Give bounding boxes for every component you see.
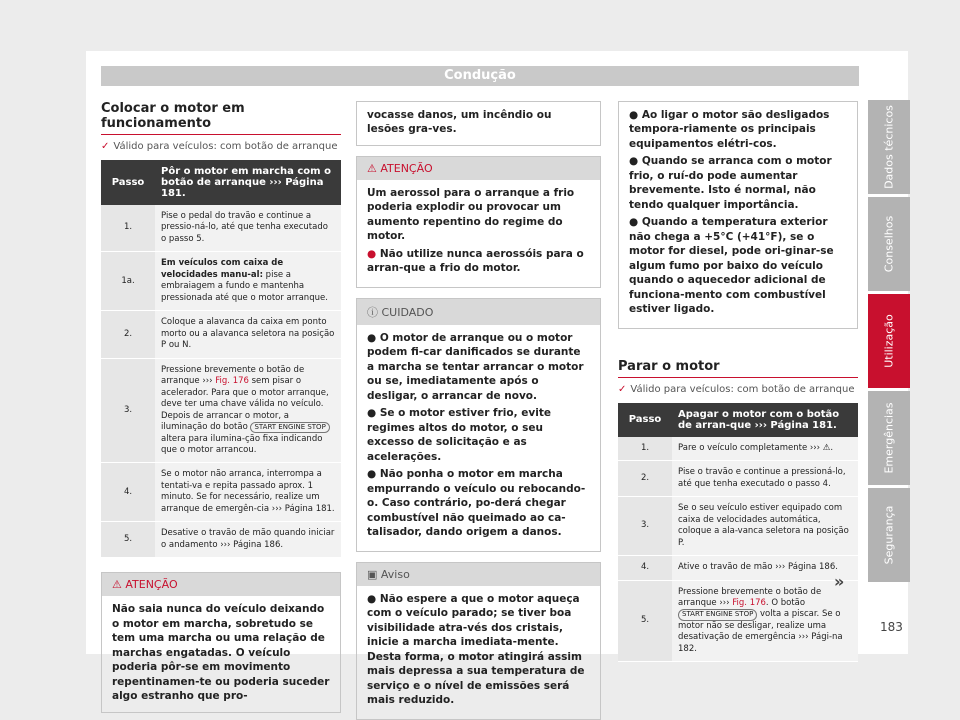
col-header-action: Apagar o motor com o botão de arran-que ››› Página 181. xyxy=(672,403,858,437)
left-column xyxy=(101,101,341,713)
right-column xyxy=(618,101,858,662)
table-row: 1. Pise o pedal do travão e continue a pressio-ná-lo, até que tenha executado o passo 5. xyxy=(101,205,341,252)
steps-table xyxy=(618,403,858,663)
page-number: 183 xyxy=(880,620,903,634)
warning-box: ⚠ ATENÇÃO Um aerossol para o arranque a frio poderia explodir ou provocar um aumento repentino do regime do motor. ● Não utilize nunca aerossóis para o arran-que a frio do motor. xyxy=(356,156,601,288)
table-row: 1. Pare o veículo completamente ››› ⚠. xyxy=(618,437,858,461)
section-title: Colocar o motor em funcionamento xyxy=(101,101,341,135)
figure-link[interactable]: Fig. 176 xyxy=(732,598,766,608)
continue-icon: » xyxy=(834,572,845,591)
warning-box: ⚠ ATENÇÃO Não saia nunca do veículo deixando o motor em marcha, sobretudo se tem uma marcha ou uma relação de marchas engatadas. O veículo poderia pôr-se em movimento repentinamen-te ou poderia suceder algo estranho que pro- xyxy=(101,572,341,712)
info-circle-icon: ⓘ xyxy=(367,305,382,319)
col-header-passo: Passo xyxy=(618,403,672,437)
validity-note: ✓ Válido para veículos: com botão de arranque xyxy=(618,383,855,395)
table-row: 5. Pressione brevemente o botão de arranque ››› Fig. 176. O botão START ENGINE STOP volta a piscar. Se o motor não se desligar, realize uma desativação de emergência ››› Pági-na 182. xyxy=(618,580,858,662)
tab-utilizacao[interactable]: Utilização xyxy=(868,294,910,388)
table-row: 5. Desative o travão de mão quando iniciar o andamento ››› Página 186. xyxy=(101,522,341,558)
check-icon: ✓ xyxy=(101,141,110,152)
steps-table xyxy=(101,160,341,558)
start-engine-stop-chip: START ENGINE STOP xyxy=(250,422,329,433)
col-header-action: Pôr o motor em marcha com o botão de arranque ››› Página 181. xyxy=(155,160,341,205)
middle-column xyxy=(356,101,601,720)
col-header-passo: Passo xyxy=(101,160,155,205)
warning-triangle-icon: ⚠ xyxy=(367,161,381,175)
tab-conselhos[interactable]: Conselhos xyxy=(868,197,910,291)
table-row: 2. Pise o travão e continue a pressioná-lo, até que tenha executado o passo 4. xyxy=(618,461,858,497)
warning-continued-box: vocasse danos, um incêndio ou lesões gra-ves. xyxy=(356,101,601,146)
start-engine-stop-chip: START ENGINE STOP xyxy=(678,609,757,620)
note-icon: ▣ xyxy=(367,567,381,581)
chapter-header: Condução xyxy=(101,66,859,86)
validity-note: ✓ Válido para veículos: com botão de arranque xyxy=(101,141,338,152)
figure-link[interactable]: Fig. 176 xyxy=(215,376,249,387)
tab-dados-tecnicos[interactable]: Dados técnicos xyxy=(868,100,910,194)
bullet-icon: ● xyxy=(367,247,380,260)
section-title: Parar o motor xyxy=(618,359,858,378)
notice-continued-box: ● Ao ligar o motor são desligados tempora-riamente os principais equipamentos elétri-cos. ● Quando se arranca com o motor frio, o ruí-do pode aumentar brevemente. Isto é normal, não tendo qualquer importância. ● Quando a temperatura exterior não chega a +5°C (+41°F), se o motor for diesel, pode ori-ginar-se algum fumo por baixo do veículo quando o aquecedor adicional de funciona-mento com combustível estiver ligado. xyxy=(618,101,858,329)
table-row: 4. Se o motor não arranca, interrompa a tentati-va e repita passado aprox. 1 minuto. Se for necessário, realize um arranque de emergên-cia ››› Página 181. xyxy=(101,463,341,522)
tab-emergencias[interactable]: Emergências xyxy=(868,391,910,485)
table-row: 4. Ative o travão de mão ››› Página 186. xyxy=(618,556,858,580)
table-row: 3. Pressione brevemente o botão de arranque ››› Fig. 176 sem pisar o acelerador. Para que o motor arranque, deve ter uma chave válida no veículo. Depois de arrancar o motor, a iluminação do botão START ENGINE STOP altera para ilumina-ção fixa indicando que o motor arrancou. xyxy=(101,358,341,463)
notice-box: ▣ Aviso ● Não espere a que o motor aqueça com o veículo parado; se tiver boa visibilidade atra-vés dos cristais, inicie a marcha imediata-mente. Desta forma, o motor atingirá assim mais depressa a sua temperatura de serviço e o nível de emissões será mais reduzido. xyxy=(356,562,601,720)
table-row: 1a. Em veículos com caixa de velocidades manu-al: pise a embraiagem a fundo e mantenha pressionada até que o motor arranque. xyxy=(101,252,341,311)
check-icon: ✓ xyxy=(618,383,627,395)
warning-triangle-icon: ⚠ xyxy=(112,578,126,592)
table-row: 3. Se o seu veículo estiver equipado com caixa de velocidades automática, coloque a ala-vanca seletora na posição P. xyxy=(618,497,858,556)
tab-seguranca[interactable]: Segurança xyxy=(868,488,910,582)
table-row: 2. Coloque a alavanca da caixa em ponto morto ou a alavanca seletora na posição P ou N. xyxy=(101,311,341,358)
caution-box: ⓘ CUIDADO ● O motor de arranque ou o motor podem fi-car danificados se durante a marcha se tentar arrancar o motor ou se, imediatamente após o desligar, o arrancar de novo. ● Se o motor estiver frio, evite regimes altos do motor, o seu excesso de solicitação e as acelerações. ● Não ponha o motor em marcha empurrando o veículo ou rebocando-o. Caso contrário, po-derá chegar combustível não queimado ao ca-talisador, dando origem a danos. xyxy=(356,298,601,552)
